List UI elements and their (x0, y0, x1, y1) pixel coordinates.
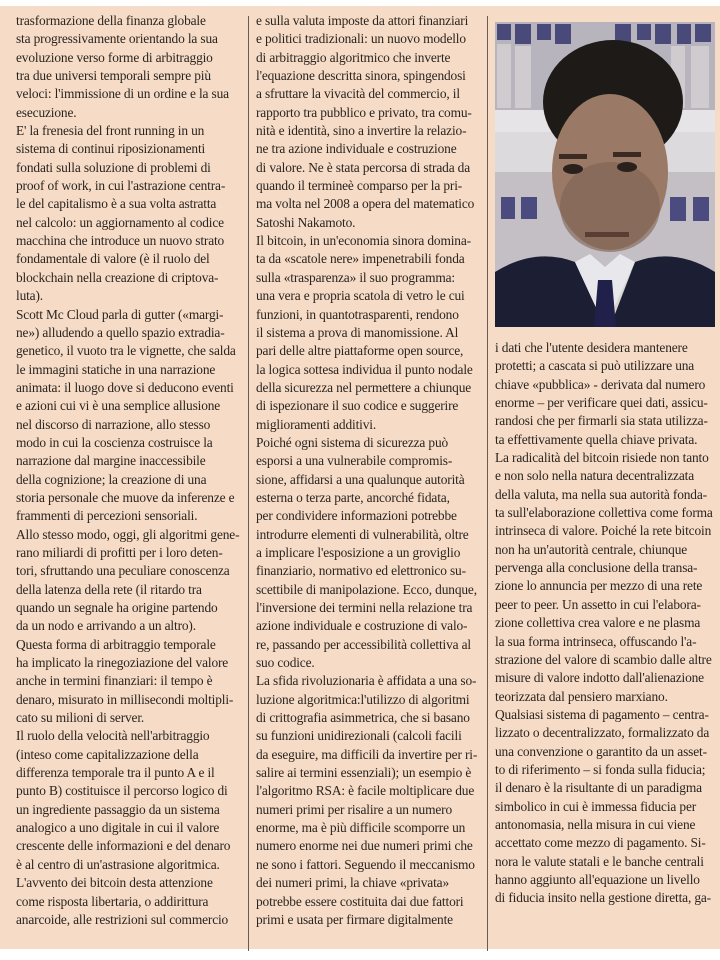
text-line: quando un segnale ha origine partendo (16, 600, 218, 615)
text-line: anche in termini finanziari: il tempo è (16, 673, 213, 689)
text-line: su funzioni unidirezionali (calcoli facili (256, 728, 462, 744)
text-line: della valuta, ma nella sua autorità fonda- (495, 486, 707, 502)
newspaper-page (0, 6, 720, 949)
text-line: miglioramenti additivi. (256, 416, 377, 432)
text-line: da eseguire, ma difficili da invertire per ri- (256, 746, 478, 762)
text-line: Il bitcoin, in un'economia sinora domina- (256, 233, 471, 249)
text-line: pervenga alla conclusione della transa- (495, 560, 698, 576)
text-line: nel calcolo: un aggiornamento al codice (16, 214, 224, 230)
text-line: peer to peer. Un assetto in cui l'elabora- (495, 596, 701, 612)
text-line: ma volta nel 2008 a opera del matematico (256, 196, 475, 212)
text-line: simbolico in cui è immessa fiducia per (495, 798, 697, 814)
text-line: l'equazione descritta sinora, spingendosi (256, 68, 466, 84)
text-line: di ispezionare il suo codice e suggerire (256, 398, 459, 414)
text-line: Questa forma di arbitraggio temporale (16, 636, 216, 652)
text-line: Allo stesso modo, oggi, gli algoritmi gene- (16, 526, 240, 542)
text-line: e non solo nella natura decentralizzata (495, 468, 694, 484)
text-line: misure di valore indotto dall'alienazione (495, 670, 704, 686)
text-line: ha implicato la rinegoziazione del valore (16, 655, 229, 671)
text-line: scettibile di manipolazione. Ecco, dunque, (256, 581, 477, 597)
text-line: di crittografia asimmetrica, che si basano (256, 710, 470, 726)
text-line: numero enorme nei due numeri primi che (256, 838, 473, 854)
text-line: luzione algoritmica:l'utilizzo di algoritmi (256, 691, 470, 707)
text-line: azione individuale e costruzione di valo- (256, 618, 468, 634)
text-line: proof of work, in cui l'astrazione centra- (16, 178, 226, 194)
text-line: e politici tradizionali: un nuovo modello (256, 31, 466, 47)
text-line: E' la frenesia del front running in un (16, 123, 205, 139)
text-line: di arbitraggio algoritmico che inverte (256, 49, 451, 65)
text-line: anarcoide, alle restrizioni sul commercio (16, 911, 229, 927)
text-line: sistema di continui riposizionamenti (16, 141, 206, 157)
text-line: chiave «pubblica» - derivata dal numero (495, 376, 706, 392)
text-line: trasformazione della finanza globale (16, 13, 206, 28)
text-line: introdurre elementi di vulnerabilità, oltre (256, 526, 469, 542)
text-line: di fiducia insito nella gestione diretta, ga- (495, 890, 711, 906)
text-line: funzioni, in quantotrasparenti, rendono (256, 306, 459, 322)
text-line: tori, sfruttando una peculiare conoscenza (16, 563, 230, 579)
text-line: Il ruolo della velocità nell'arbitraggio (16, 728, 210, 744)
text-line: a implicare l'esposizione a un groviglio (256, 544, 461, 560)
text-line: l'inversione dei termini nella relazione tra (256, 600, 473, 615)
text-line: numeri primi per risalire a un numero (256, 801, 452, 817)
text-line: esterna o terza parte, ancorché fidata, (256, 489, 450, 505)
text-line: da un nodo e arrivando a un altro). (16, 618, 196, 634)
text-line: differenza temporale tra il punto A e il (16, 765, 215, 781)
text-line: esecuzione. (16, 104, 77, 120)
text-line: teorizzata dal pensiero marxiano. (495, 688, 668, 704)
text-line: L'avvento dei bitcoin desta attenzione (16, 875, 213, 891)
text-line: frammenti di percezioni sensoriali. (16, 508, 198, 524)
text-line: animata: il luogo dove si deducono eventi (16, 379, 234, 395)
text-line: ne tra azione individuale e costruzione (256, 141, 457, 157)
text-line: La radicalità del bitcoin risiede non tanto (495, 450, 709, 466)
text-line: per condividere informazioni potrebbe (256, 508, 457, 524)
text-line: della cognizione; la creazione di una (16, 471, 207, 487)
text-line: intrinseca di valore. Poiché la rete bitcoin (495, 523, 712, 539)
text-line: tra due universi temporali sempre più (16, 68, 211, 84)
text-line: storia personale che muove da inferenze e (16, 489, 235, 505)
text-line: nità e identità, sino a invertire la relazio- (256, 123, 467, 139)
text-line: e sulla valuta imposte da attori finanziari (256, 13, 469, 28)
text-line: una vera e propria scatola di vetro le cui (256, 288, 465, 304)
text-line: il sistema a prova di manomissione. Al (256, 324, 459, 340)
text-line: Qualsiasi sistema di pagamento – centra- (495, 706, 709, 722)
text-line: ne sono i fattori. Seguendo il meccanismo (256, 856, 475, 872)
text-line: ta sull'elaborazione collettiva come forma (495, 505, 713, 521)
text-line: Poiché ogni sistema di sicurezza può (256, 434, 449, 450)
text-line: Satoshi Nakamoto. (256, 214, 356, 230)
text-line: strazione del valore di scambio dalle altre (495, 651, 712, 667)
text-line: blockchain nella creazione di criptova- (16, 269, 219, 285)
text-line: un ingrediente passaggio da un sistema (16, 801, 220, 817)
text-line: come risposta libertaria, o addirittura (16, 893, 209, 909)
text-line: luta). (16, 288, 43, 304)
text-line: dei numeri primi, la chiave «privata» (256, 875, 450, 891)
text-line: potrebbe essere costituita dai due fattori (256, 893, 464, 909)
text-line: primi e usata per firmare digitalmente (256, 911, 453, 927)
column-divider-2 (487, 16, 488, 951)
text-line: sulla «trasparenza» il suo programma: (256, 269, 455, 285)
text-line: la sua forma intrinseca, offuscando l'a- (495, 633, 697, 649)
article-column-2 (256, 12, 478, 929)
text-line: Scott Mc Cloud parla di gutter («margi- (16, 306, 224, 322)
text-line: i dati che l'utente desidera mantenere (495, 340, 688, 355)
text-line: è al centro di un'astrasione algoritmica. (16, 856, 220, 872)
text-line: re, passando per accessibilità collettiva al (256, 636, 471, 652)
text-line: analogico a uno digitale in cui il valore (16, 820, 220, 836)
text-line: La sfida rivoluzionaria è affidata a una so- (256, 673, 477, 689)
text-line: esporsi a una vulnerabile compromis- (256, 453, 453, 469)
text-line: nora le valute statali e le banche centrali (495, 853, 704, 869)
text-line: non ha un'autorità centrale, chiunque (495, 541, 688, 557)
text-line: ta effettivamente quella chiave privata. (495, 431, 698, 447)
text-line: lizzato o decentralizzato, formalizzato da (495, 725, 710, 741)
text-line: narrazione dal margine inaccessibile (16, 453, 206, 469)
portrait-photo (495, 22, 715, 327)
text-line: e azioni cui vi è una semplice allusione (16, 398, 221, 414)
text-line: macchina che introduce un nuovo strato (16, 233, 225, 249)
text-line: salire ai termini essenziali); un esempio è (256, 765, 472, 781)
text-line: sione, affidarsi a una qualunque autorità (256, 471, 465, 487)
portrait-image (495, 22, 715, 327)
text-line: veloci: l'immissione di un ordine e la sua (16, 86, 229, 102)
text-line: zione collettiva crea valore e ne plasma (495, 615, 701, 631)
text-line: protetti; a cascata si può utilizzare una (495, 358, 695, 374)
article-column-3 (495, 339, 717, 908)
column-divider-1 (248, 16, 249, 951)
text-line: l'algoritmo RSA: è facile moltiplicare due (256, 783, 475, 799)
text-line: sta progressivamente orientando la sua (16, 31, 218, 47)
text-line: quando il termineè comparso per la pri- (256, 178, 463, 194)
text-line: cato su milioni di server. (16, 710, 145, 726)
article-column-1 (16, 12, 238, 929)
text-line: ne») alludendo a quello spazio extradia- (16, 324, 225, 340)
text-line: le del capitalismo è a sua volta astratta (16, 196, 217, 212)
text-line: punto B) costituisce il percorso logico di (16, 783, 228, 799)
text-line: to di riferimento – si fonda sulla fiducia; (495, 761, 706, 777)
text-line: genetico, il vuoto tra le vignette, che salda (16, 343, 236, 359)
text-line: suo codice. (256, 655, 315, 671)
text-line: le immagini statiche in una narrazione (16, 361, 216, 377)
text-line: evoluzione verso forme di arbitraggio (16, 49, 213, 65)
text-line: della latenza della rete (il ritardo tra (16, 581, 202, 597)
text-line: fondati sulla soluzione di problemi di (16, 159, 211, 175)
text-line: accettato come mezzo di pagamento. Si- (495, 835, 706, 851)
text-line: di valore. Ne è stata percorsa di strada da (256, 159, 471, 175)
text-line: pari delle altre piattaforme open source, (256, 343, 464, 359)
text-line: il denaro è la risultante di un paradigma (495, 780, 702, 796)
text-line: crescente delle informazioni e del denaro (16, 838, 231, 854)
text-line: nel discorso di narrazione, allo stesso (16, 416, 211, 432)
text-line: della sicurezza nel permettere a chiunque (256, 379, 472, 395)
text-line: enorme, ma è più difficile scomporre un (256, 820, 466, 836)
text-line: la logica sottesa individua il punto nodale (256, 361, 473, 377)
text-line: denaro, misurato in millisecondi moltipli- (16, 691, 234, 707)
text-line: antonomasia, nella misura in cui viene (495, 816, 696, 832)
text-line: enorme – per verificare quei dati, assicu- (495, 395, 708, 411)
text-line: rano miliardi di profitti per i loro deten- (16, 544, 223, 560)
text-line: fondamentale di valore (è il ruolo del (16, 251, 210, 267)
text-line: randosi che per firmarli sia stata utilizza- (495, 413, 708, 429)
text-line: finanziario, normativo ed elettronico su- (256, 563, 466, 579)
text-line: modo in cui la coscienza costruisce la (16, 434, 213, 450)
text-line: hanno aggiunto all'equazione un livello (495, 871, 700, 887)
text-line: rapporto tra pubblico e privato, tra comu- (256, 104, 472, 120)
text-line: ta da «scatole nere» impenetrabili fonda (256, 251, 465, 267)
text-line: una convenzione o garantito da un asset- (495, 743, 707, 759)
text-line: (inteso come capitalizzazione della (16, 746, 199, 762)
text-line: a sfruttare la vivacità del commercio, il (256, 86, 460, 102)
text-line: zione lo annuncia per mezzo di una rete (495, 578, 703, 594)
